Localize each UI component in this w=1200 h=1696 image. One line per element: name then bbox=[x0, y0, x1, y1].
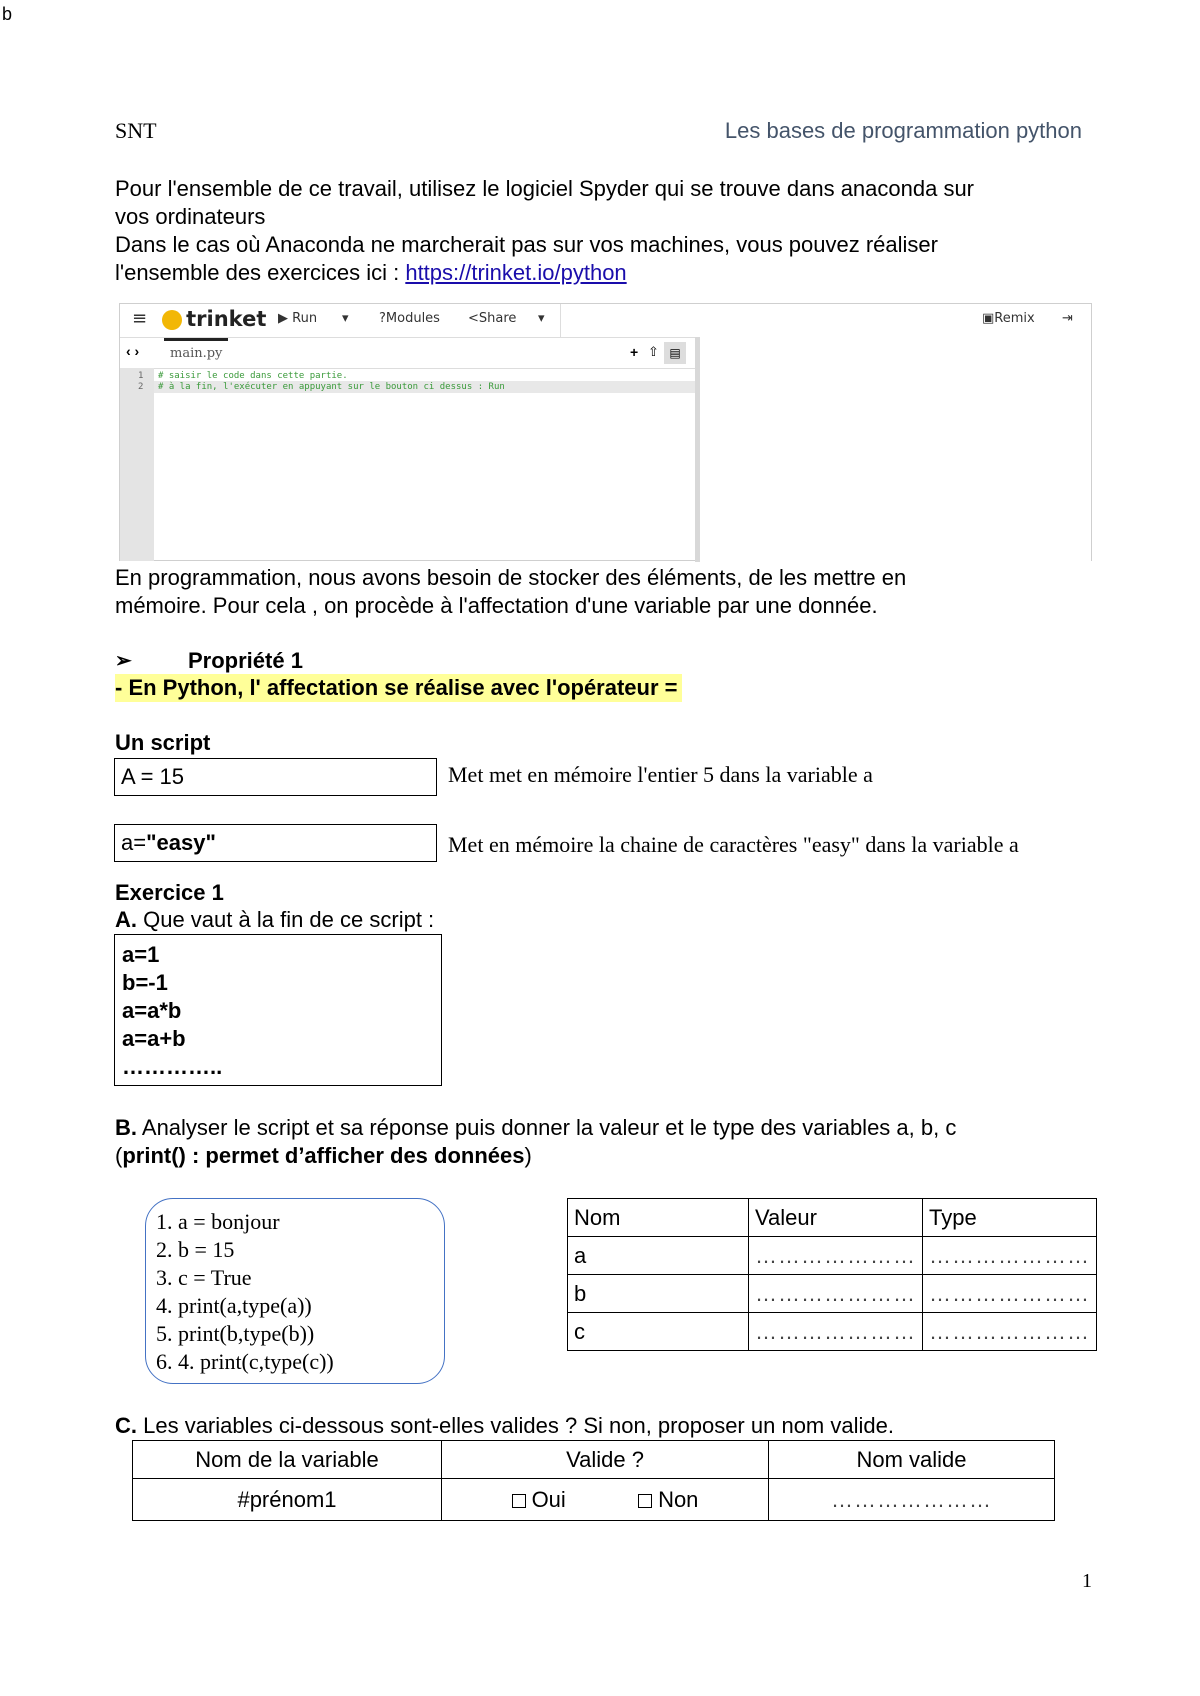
header-right: Les bases de programmation python bbox=[724, 118, 1082, 143]
intro-line bbox=[115, 259, 974, 287]
trinket-toolbar bbox=[120, 304, 1091, 338]
play-icon: ▶ bbox=[278, 311, 288, 326]
intro-line-prefix: l'ensemble des exercices ici : bbox=[115, 260, 406, 285]
intro-text bbox=[115, 175, 974, 287]
table-header: Nom bbox=[568, 1199, 749, 1237]
intro-line: Pour l'ensemble de ce travail, utilisez le logiciel Spyder qui se trouve dans anaconda sur bbox=[115, 176, 975, 201]
share-button[interactable] bbox=[468, 311, 516, 326]
intro-line: Dans le cas où Anaconda ne marcherait pas sur vos machines, vous pouvez réaliser bbox=[115, 232, 938, 257]
question-a bbox=[115, 906, 434, 934]
table-row bbox=[568, 1313, 1097, 1351]
script-line: 1. a = bonjour bbox=[156, 1209, 280, 1234]
validity-options bbox=[442, 1479, 769, 1521]
checkbox-icon[interactable] bbox=[512, 1494, 526, 1508]
modules-button[interactable] bbox=[379, 311, 440, 326]
script-desc-2: Met en mémoire la chaine de caractères "easy" dans la variable a bbox=[448, 832, 1019, 857]
answer-cell[interactable]: ………………… bbox=[923, 1237, 1097, 1275]
question-b-script-box bbox=[145, 1198, 445, 1384]
run-dropdown-icon[interactable]: ▾ bbox=[342, 311, 349, 326]
question-b-label: B. bbox=[115, 1115, 137, 1140]
intro-line: vos ordinateurs bbox=[115, 204, 266, 229]
run-label: Run bbox=[292, 311, 318, 326]
code-line: a=a*b bbox=[122, 998, 182, 1023]
toolbar-divider bbox=[560, 304, 561, 337]
script-line: 6. 4. print(c,type(c)) bbox=[156, 1349, 334, 1374]
share-dropdown-icon[interactable]: ▾ bbox=[538, 311, 545, 326]
question-a-code-box bbox=[114, 934, 442, 1086]
question-a-text: Que vaut à la fin de ce script : bbox=[137, 907, 435, 932]
script-line: 2. b = 15 bbox=[156, 1237, 235, 1262]
variables-table bbox=[567, 1198, 1097, 1351]
question-b bbox=[115, 1114, 956, 1170]
trinket-logo bbox=[162, 307, 266, 331]
code-line: a=1 bbox=[122, 942, 160, 967]
hamburger-icon[interactable]: ≡ bbox=[132, 308, 148, 329]
answer-cell[interactable]: ………………… bbox=[749, 1237, 923, 1275]
code-line: b=-1 bbox=[122, 970, 168, 995]
table-header: Nom de la variable bbox=[133, 1441, 442, 1479]
answer-cell[interactable]: ………………… bbox=[923, 1275, 1097, 1313]
table-cell: b bbox=[568, 1275, 749, 1313]
question-c-label: C. bbox=[115, 1413, 137, 1438]
share-icon: < bbox=[468, 311, 479, 326]
paragraph-line: mémoire. Pour cela , on procède à l'affectation d'une variable par une donnée. bbox=[115, 593, 878, 618]
file-tabs bbox=[120, 338, 698, 369]
login-icon[interactable]: ⇥ bbox=[1062, 311, 1073, 326]
table-header: Valide ? bbox=[442, 1441, 769, 1479]
option-oui[interactable] bbox=[512, 1487, 566, 1512]
answer-cell[interactable]: ………………… bbox=[769, 1479, 1055, 1521]
paren-open: ( bbox=[115, 1143, 123, 1168]
answer-dots: ………….. bbox=[122, 1054, 223, 1079]
modules-label: Modules bbox=[385, 311, 440, 326]
output-pane bbox=[700, 337, 1091, 561]
paragraph-line: En programmation, nous avons besoin de stocker des éléments, de les mettre en bbox=[115, 565, 907, 590]
answer-cell[interactable]: ………………… bbox=[923, 1313, 1097, 1351]
property-highlight: - En Python, l' affectation se réalise avec l'opérateur = bbox=[115, 674, 682, 702]
table-row bbox=[568, 1275, 1097, 1313]
question-c bbox=[115, 1412, 894, 1440]
table-row bbox=[133, 1479, 1055, 1521]
script-desc-1: Met met en mémoire l'entier 5 dans la variable a bbox=[448, 762, 873, 787]
table-header-row bbox=[568, 1199, 1097, 1237]
share-label: Share bbox=[478, 311, 517, 326]
script-line: 3. c = True bbox=[156, 1265, 252, 1290]
paragraph-affectation bbox=[115, 564, 906, 620]
remix-label: Remix bbox=[994, 311, 1035, 326]
table-header: Nom valide bbox=[769, 1441, 1055, 1479]
option-non[interactable] bbox=[638, 1487, 698, 1512]
script-line: 4. print(a,type(a)) bbox=[156, 1293, 312, 1318]
answer-cell[interactable]: ………………… bbox=[749, 1313, 923, 1351]
code-line[interactable]: # saisir le code dans cette partie. bbox=[158, 371, 348, 381]
script-title: Un script bbox=[115, 730, 211, 755]
trinket-editor-screenshot bbox=[119, 303, 1092, 561]
trinket-logo-text: trinket bbox=[186, 307, 267, 331]
trinket-link[interactable]: https://trinket.io/python bbox=[405, 260, 627, 285]
trinket-logo-icon bbox=[162, 310, 182, 330]
code-line[interactable]: # à la fin, l'exécuter en appuyant sur le bouton ci dessus : Run bbox=[158, 382, 505, 392]
table-cell: #prénom1 bbox=[133, 1479, 442, 1521]
code-brackets-icon[interactable]: ‹ › bbox=[126, 343, 140, 359]
code-line: a=a+b bbox=[122, 1026, 186, 1051]
property-title: Propriété 1 bbox=[188, 648, 303, 673]
script-box-a15: A = 15 bbox=[114, 758, 437, 796]
line-gutter bbox=[120, 368, 154, 561]
line-number: 1 bbox=[138, 371, 144, 381]
checkbox-icon[interactable] bbox=[638, 1494, 652, 1508]
tab-main-py[interactable]: main.py bbox=[164, 338, 228, 368]
table-cell: c bbox=[568, 1313, 749, 1351]
option-oui-label: Oui bbox=[531, 1486, 566, 1512]
question-a-label: A. bbox=[115, 907, 137, 932]
question-c-text: Les variables ci-dessous sont-elles valides ? Si non, proposer un nom valide. bbox=[137, 1413, 894, 1438]
answer-cell[interactable]: ………………… bbox=[749, 1275, 923, 1313]
question-b-line2 bbox=[115, 1142, 956, 1170]
table-header-row bbox=[133, 1441, 1055, 1479]
table-header: Type bbox=[923, 1199, 1097, 1237]
question-b-line1 bbox=[115, 1114, 956, 1142]
remix-button[interactable] bbox=[982, 311, 1035, 326]
line-number: 2 bbox=[138, 382, 144, 392]
table-header: Valeur bbox=[749, 1199, 923, 1237]
run-button[interactable] bbox=[278, 311, 317, 326]
table-row bbox=[568, 1237, 1097, 1275]
validity-table bbox=[132, 1440, 1055, 1521]
paren-close: ) bbox=[524, 1143, 532, 1168]
question-b-text: Analyser le script et sa réponse puis donner la valeur et le type des variables a, b, c bbox=[137, 1115, 957, 1140]
save-icon: ▣ bbox=[982, 311, 995, 326]
exercise-title: Exercice 1 bbox=[115, 880, 224, 905]
add-file-icon[interactable]: + bbox=[630, 344, 639, 360]
table-cell: a bbox=[568, 1237, 749, 1275]
header-left: SNT bbox=[115, 118, 157, 143]
script-box-easy bbox=[114, 824, 437, 862]
script-box-easy-value: "easy" bbox=[146, 830, 216, 855]
option-non-label: Non bbox=[658, 1486, 699, 1512]
image-icon[interactable]: ▤ bbox=[664, 342, 686, 364]
corner-mark: b bbox=[2, 4, 13, 24]
property-bullet-icon: ➢ bbox=[115, 650, 132, 672]
script-box-easy-prefix: a= bbox=[121, 830, 147, 855]
page-number: 1 bbox=[1082, 1570, 1092, 1592]
print-note: print() : permet d’afficher des données bbox=[122, 1143, 525, 1168]
script-line: 5. print(b,type(b)) bbox=[156, 1321, 315, 1346]
question-icon: ? bbox=[379, 311, 386, 326]
upload-icon[interactable]: ⇧ bbox=[648, 344, 659, 359]
